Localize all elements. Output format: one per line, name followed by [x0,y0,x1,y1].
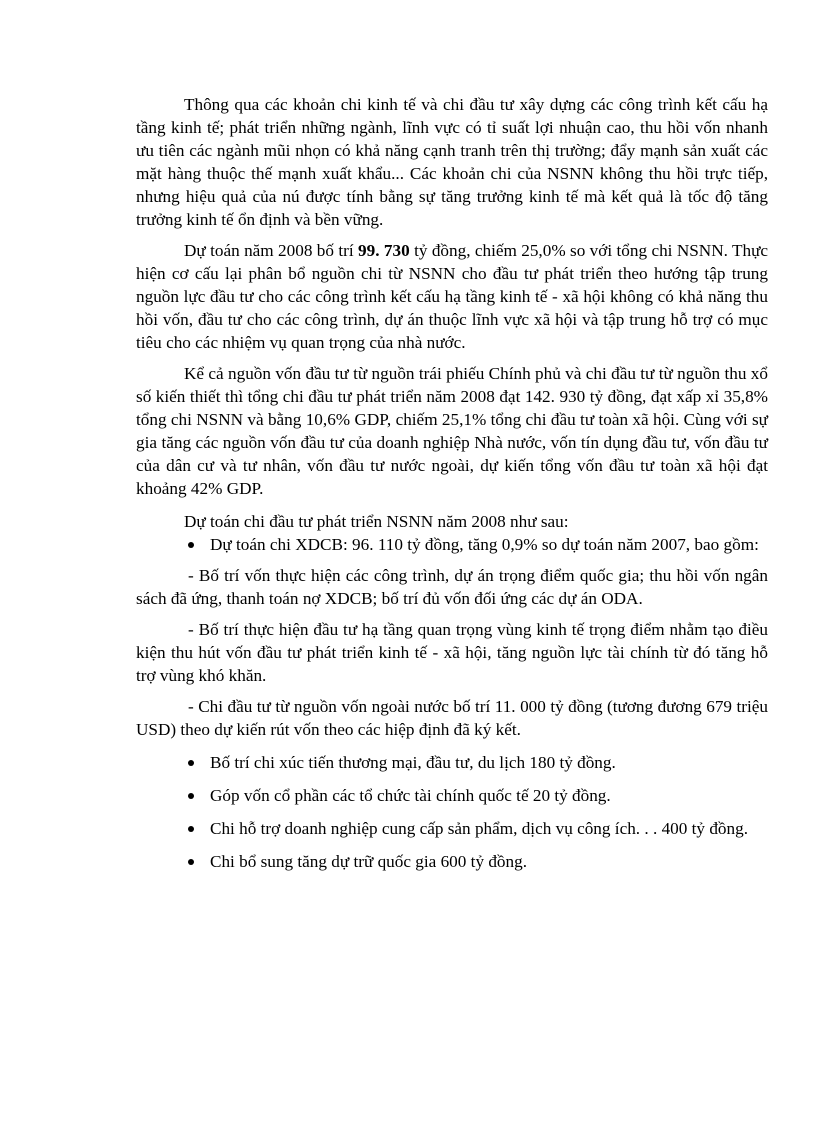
list-item [136,784,768,807]
list-item [136,850,768,873]
list-item-text: Chi hỗ trợ doanh nghiệp cung cấp sản phẩm, dịch vụ công ích. . . 400 tỷ đồng. [210,819,748,838]
paragraph-dash-2: - Bố trí thực hiện đầu tư hạ tầng quan trọng vùng kinh tế trọng điểm nhằm tạo điều kiện thu hút vốn đầu tư phát triển kinh tế - xã hội, tăng nguồn lực tài chính từ đó tăng hỗ trợ vùng khó khăn. [136,620,768,685]
list-item-text: Góp vốn cổ phần các tổ chức tài chính quốc tế 20 tỷ đồng. [210,786,611,805]
list-item [136,751,768,774]
paragraph-budget-2008 [136,239,768,354]
budget-text-pre: Dự toán năm 2008 bố trí [184,241,359,260]
bullet-icon [188,793,194,799]
list-item-text: Bố trí chi xúc tiến thương mại, đầu tư, du lịch 180 tỷ đồng. [210,753,616,772]
list-item-text: Dự toán chi XDCB: 96. 110 tỷ đồng, tăng 0,9% so dự toán năm 2007, bao gồm: [210,535,759,554]
paragraph-estimate-intro: Dự toán chi đầu tư phát triển NSNN năm 2008 như sau: [184,512,569,531]
paragraph-total-investment: Kể cả nguồn vốn đầu tư từ nguồn trái phiếu Chính phủ và chi đầu tư từ nguồn thu xổ số kiến thiết thì tổng chi đầu tư phát triển năm 2008 đạt 142. 930 tỷ đồng, đạt xấp xỉ 35,8% tổng chi NSNN và bằng 10,6% GDP, chiếm 25,1% tổng chi đầu tư toàn xã hội. Cùng với sự gia tăng các nguồn vốn đầu tư của doanh nghiệp Nhà nước, vốn tín dụng đầu tư, vốn đầu tư của dân cư và tư nhân, vốn đầu tư nước ngoài, dự kiến tổng vốn đầu tư toàn xã hội đạt khoảng 42% GDP. [136,364,768,498]
budget-amount: 99. 730 [358,241,410,260]
list-item [136,817,768,840]
paragraph-dash-1: - Bố trí vốn thực hiện các công trình, dự án trọng điểm quốc gia; thu hồi vốn ngân sách đã ứng, thanh toán nợ XDCB; bố trí đủ vốn đối ứng các dự án ODA. [136,566,768,608]
bullet-icon [188,859,194,865]
paragraph-dash-3: - Chi đầu tư từ nguồn vốn ngoài nước bố trí 11. 000 tỷ đồng (tương đương 679 triệu USD) theo dự kiến rút vốn theo các hiệp định đã ký kết. [136,697,768,739]
list-item-text: Chi bổ sung tăng dự trữ quốc gia 600 tỷ đồng. [210,852,528,871]
bullet-icon [188,542,194,548]
document-body [136,93,768,873]
bullet-icon [188,826,194,832]
budget-text-post: tỷ đồng, chiếm 25,0% so với tổng chi NSNN. Thực hiện cơ cấu lại phân bổ nguồn chi từ NSNN cho đầu tư phát triển theo hướng tập trung nguồn lực đầu tư cho các công trình kết cấu hạ tầng kinh tế - xã hội không có khả năng thu hồi vốn, đầu tư cho các công trình, dự án thuộc lĩnh vực xã hội và tập trung hỗ trợ có mục tiêu cho các nhiệm vụ quan trọng của nhà nước. [136,241,769,352]
bullet-list-xdcb [136,533,768,556]
bullet-icon [188,760,194,766]
paragraph-economic-spending: Thông qua các khoản chi kinh tế và chi đầu tư xây dựng các công trình kết cấu hạ tầng kinh tế; phát triển những ngành, lĩnh vực có tỉ suất lợi nhuận cao, thu hồi vốn nhanh ưu tiên các ngành mũi nhọn có khả năng cạnh tranh trên thị trường; đẩy mạnh sản xuất các mặt hàng thuộc thế mạnh xuất khẩu... Các khoản chi của NSNN không thu hồi trực tiếp, nhưng hiệu quả của nú được tính bằng sự tăng trưởng kinh tế mà kết quả là tốc độ tăng trưởng kinh tế ổn định và bền vững. [136,95,768,229]
list-item [136,533,768,556]
bullet-list-other [136,751,768,873]
